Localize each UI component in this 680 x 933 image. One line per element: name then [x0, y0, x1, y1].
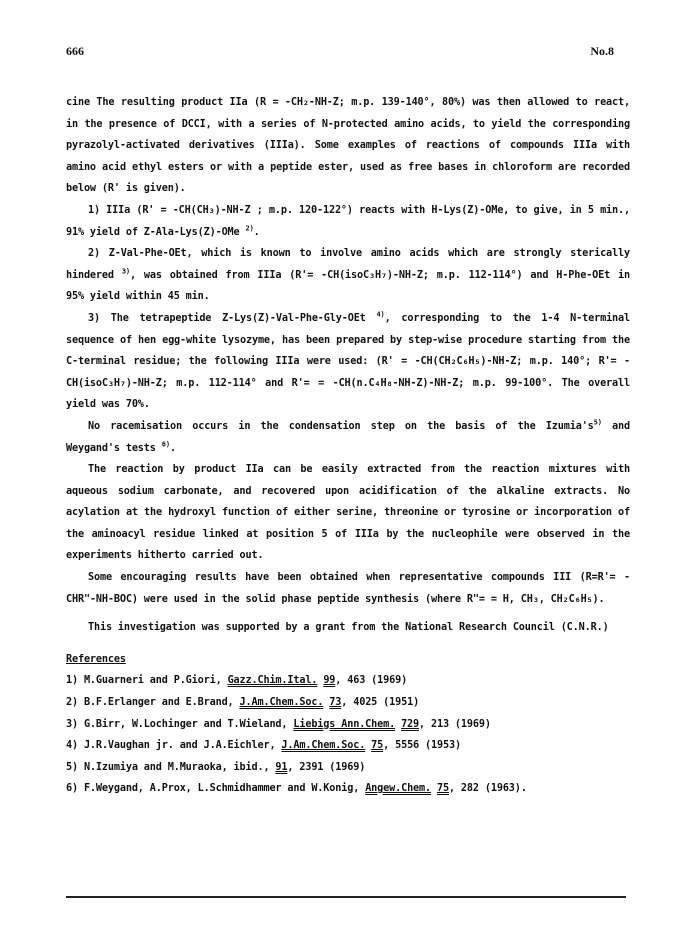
reference-number: 2)	[66, 697, 78, 709]
example-3-text: 3) The tetrapeptide Z-Lys(Z)-Val-Phe-Gly-OEt	[88, 312, 366, 324]
reference-journal: Gazz.Chim.Ital.	[227, 675, 318, 687]
paragraph-intro: cine The resulting product IIa (R = -CH₂-NH-Z; m.p. 139-140°, 80%) was then allowed to react, in the presence of DCCI, with a series of N-protected amino acids, to yield the corresponding pyrazolyl-activated derivatives (IIIa). Some examples of reactions of compounds IIIa with amino acid ethyl esters or with a peptide ester, used as free bases in chloroform are recorded below (R' is given).	[66, 97, 630, 195]
reference-authors: G.Birr, W.Lochinger and T.Wieland,	[83, 718, 294, 730]
citation-3: 3)	[121, 267, 130, 276]
citation-5: 5)	[593, 418, 602, 427]
paragraph-example-2	[66, 243, 630, 308]
racemisation-text: No racemisation occurs in the condensation step on the basis of the Izumia's	[88, 420, 594, 432]
reference-volume: 75	[437, 783, 449, 795]
paragraph-example-1	[66, 200, 630, 243]
paragraph-racemisation	[66, 416, 630, 459]
example-3-end: , corresponding to the 1-4 N-terminal sequence of hen egg-white lysozyme, has been prepared by step-wise procedure starting from the C-terminal residue; the following IIIa were used: (R' = -CH(CH₂C₆H₅)-NH-Z; m.p. 140°; R'= -CH(isoC₃H₇)-NH-Z; m.p. 112-114° and R'= = -CH(n.C₄H₈-NH-Z)-NH-Z; m.p. 99-100°. The overall yield was 70%.	[66, 312, 630, 411]
reference-pages: , 4025 (1951)	[341, 697, 420, 709]
issue-number: No.8	[590, 44, 614, 58]
reference-item	[66, 670, 630, 692]
reference-journal: Angew.Chem.	[365, 783, 432, 795]
reference-pages: , 5556 (1953)	[383, 740, 461, 752]
reference-number: 6)	[66, 783, 78, 795]
references-list	[66, 670, 630, 800]
reference-item	[66, 757, 630, 779]
citation-2: 2)	[245, 224, 254, 233]
reference-volume: 729	[401, 718, 420, 730]
paragraph-extraction: The reaction by product IIa can be easily extracted from the reaction mixtures with aqueous sodium carbonate, and recovered upon acidification of the alkaline extracts. No acylation at the hydroxyl function of either serine, threonine or tyrosine or incorporation of the aminoacyl residue linked at position 5 of IIIa by the nucleophile were observed in the experiments hitherto carried out.	[66, 464, 630, 562]
reference-journal: J.Am.Chem.Soc.	[281, 740, 366, 752]
example-2-text: 2) Z-Val-Phe-OEt, which is known to involve amino acids which are strongly sterically hindered	[66, 248, 630, 281]
references-section	[66, 649, 630, 800]
example-2-end: , was obtained from IIIa (R'= -CH(isoC₃H₇)-NH-Z; m.p. 112-114°) and H-Phe-OEt in 95% yield within 45 min.	[66, 269, 631, 303]
reference-number: 3)	[66, 718, 78, 730]
article-body	[66, 92, 630, 800]
paragraph-acknowledgement: This investigation was supported by a grant from the National Research Council (C.N.R.)	[88, 622, 609, 634]
page-number: 666	[66, 44, 84, 58]
reference-volume: 75	[371, 740, 384, 752]
reference-authors: J.R.Vaughan jr. and J.A.Eichler,	[83, 740, 282, 752]
reference-authors: B.F.Erlanger and E.Brand,	[83, 697, 240, 709]
footer-rule	[66, 896, 626, 898]
reference-pages: , 2391 (1969)	[287, 761, 366, 773]
reference-volume: 91	[275, 761, 288, 773]
citation-4: 4)	[376, 310, 385, 319]
reference-volume: 73	[329, 697, 342, 709]
reference-number: 5)	[66, 761, 78, 773]
racemisation-mid: and Weygand's tests	[66, 420, 630, 454]
reference-authors: N.Izumiya and M.Muraoka, ibid.,	[83, 761, 276, 773]
reference-item	[66, 735, 630, 757]
reference-item	[66, 692, 630, 714]
reference-pages: , 282 (1963).	[448, 783, 527, 795]
reference-pages: , 463 (1969)	[335, 675, 408, 687]
paragraph-example-3	[66, 308, 630, 416]
reference-number: 4)	[66, 740, 78, 752]
racemisation-end: .	[169, 442, 176, 454]
reference-pages: , 213 (1969)	[419, 718, 491, 730]
reference-item	[66, 714, 630, 736]
page-header	[66, 44, 614, 60]
example-1-text: 1) IIIa (R' = -CH(CH₃)-NH-Z ; m.p. 120-122°) reacts with H-Lys(Z)-OMe, to give, in 5 min., 91% yield of Z-Ala-Lys(Z)-OMe	[66, 204, 630, 238]
reference-authors: M.Guarneri and P.Giori,	[83, 675, 228, 687]
references-title: References	[66, 653, 126, 665]
paragraph-solid-phase: Some encouraging results have been obtained when representative compounds III (R=R'= -CHR"-NH-BOC) were used in the solid phase peptide synthesis (where R"= = H, CH₃, CH₂C₆H₅).	[66, 572, 630, 605]
example-1-end: .	[253, 226, 260, 238]
reference-volume: 99	[323, 675, 336, 687]
reference-item	[66, 778, 630, 800]
citation-6: 6)	[161, 440, 170, 449]
reference-number: 1)	[66, 675, 78, 687]
reference-journal: J.Am.Chem.Soc.	[239, 697, 324, 709]
reference-authors: F.Weygand, A.Prox, L.Schmidhammer and W.Konig,	[83, 783, 366, 795]
reference-journal: Liebigs Ann.Chem.	[293, 718, 396, 730]
